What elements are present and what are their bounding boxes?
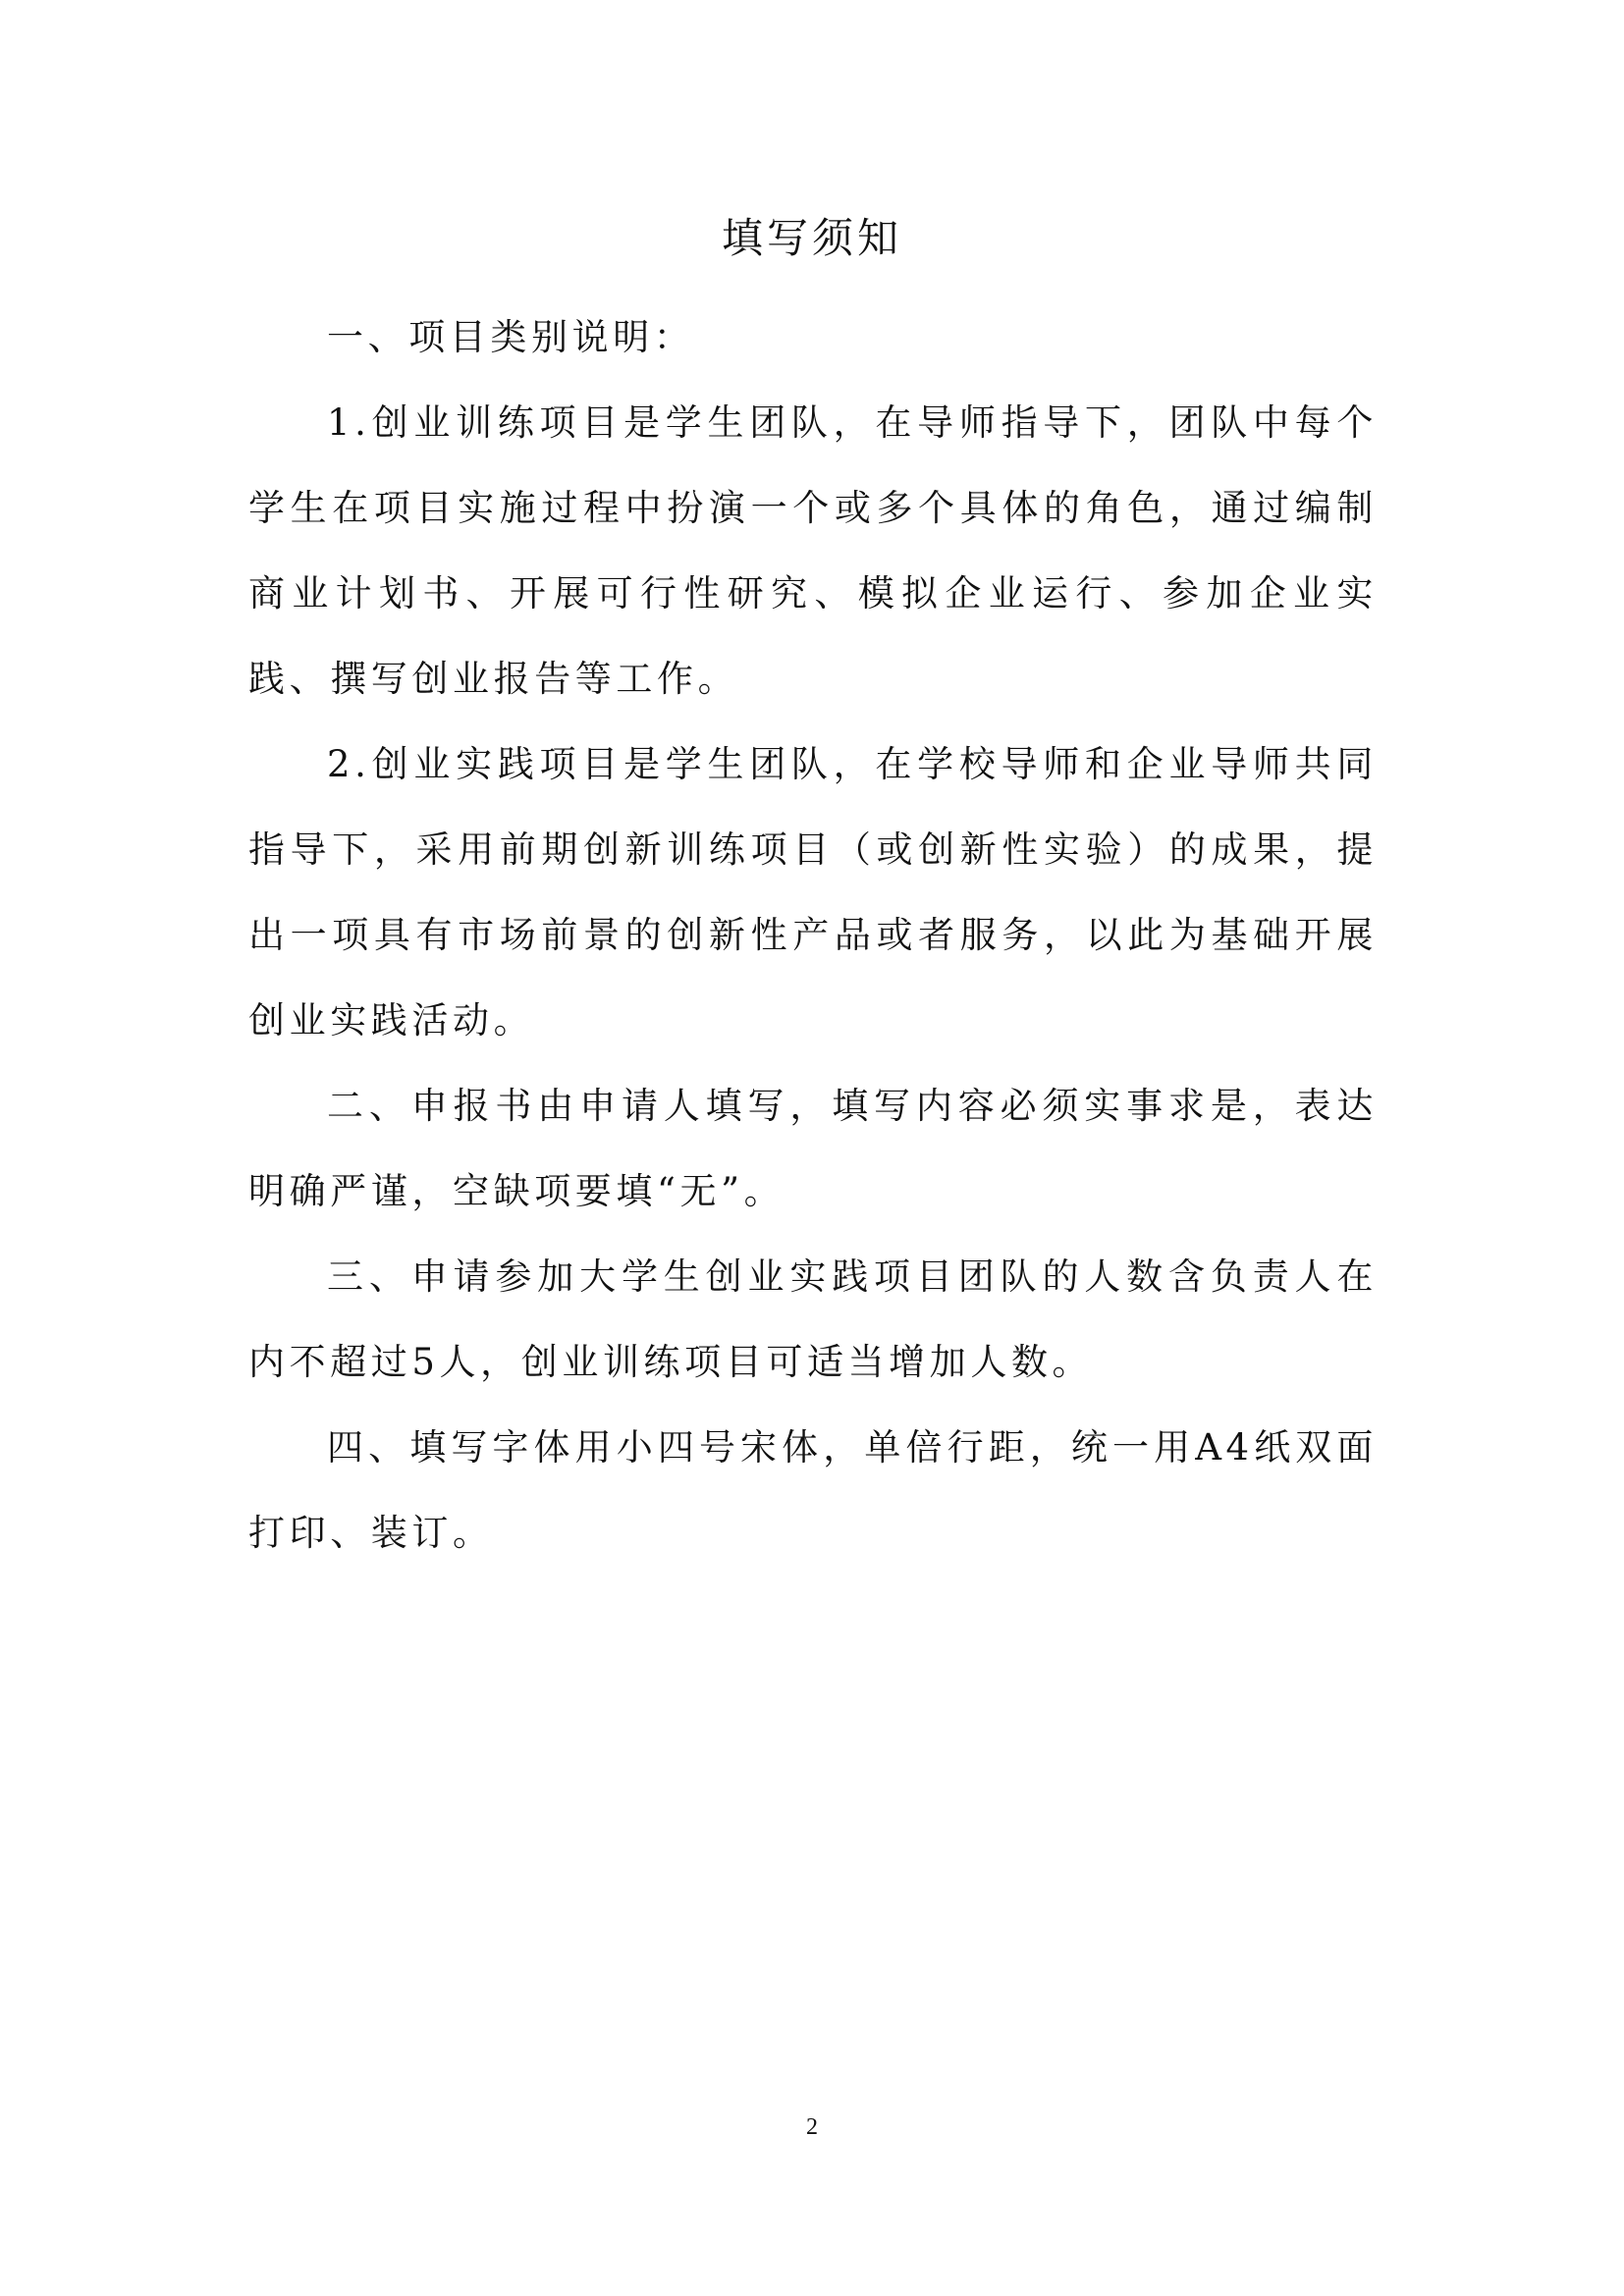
item-1-entrepreneurship-training: 1.创业训练项目是学生团队，在导师指导下，团队中每个学生在项目实施过程中扮演一个或多个具体的角色，通过编制商业计划书、开展可行性研究、模拟企业运行、参加企业实践、撰写创业报告等工作。: [248, 401, 1378, 700]
page-title: 填写须知: [721, 214, 902, 262]
item-2-entrepreneurship-practice: 2.创业实践项目是学生团队，在学校导师和企业导师共同指导下，采用前期创新训练项目（或创新性实验）的成果，提出一项具有市场前景的创新性产品或者服务，以此为基础开展创业实践活动。: [248, 743, 1378, 1041]
section-2-application-form: 二、申报书由申请人填写，填写内容必须实事求是，表达明确严谨，空缺项要填“无”。: [248, 1085, 1378, 1212]
section-1-heading: 一、项目类别说明：: [327, 316, 695, 358]
section-4-formatting: 四、填写字体用小四号宋体，单倍行距，统一用A4纸双面打印、装订。: [248, 1426, 1378, 1554]
instructions-body: [248, 294, 1378, 1575]
page-number: 2: [806, 2114, 818, 2140]
section-3-team-size: 三、申请参加大学生创业实践项目团队的人数含负责人在内不超过5人，创业训练项目可适当增加人数。: [248, 1255, 1378, 1383]
